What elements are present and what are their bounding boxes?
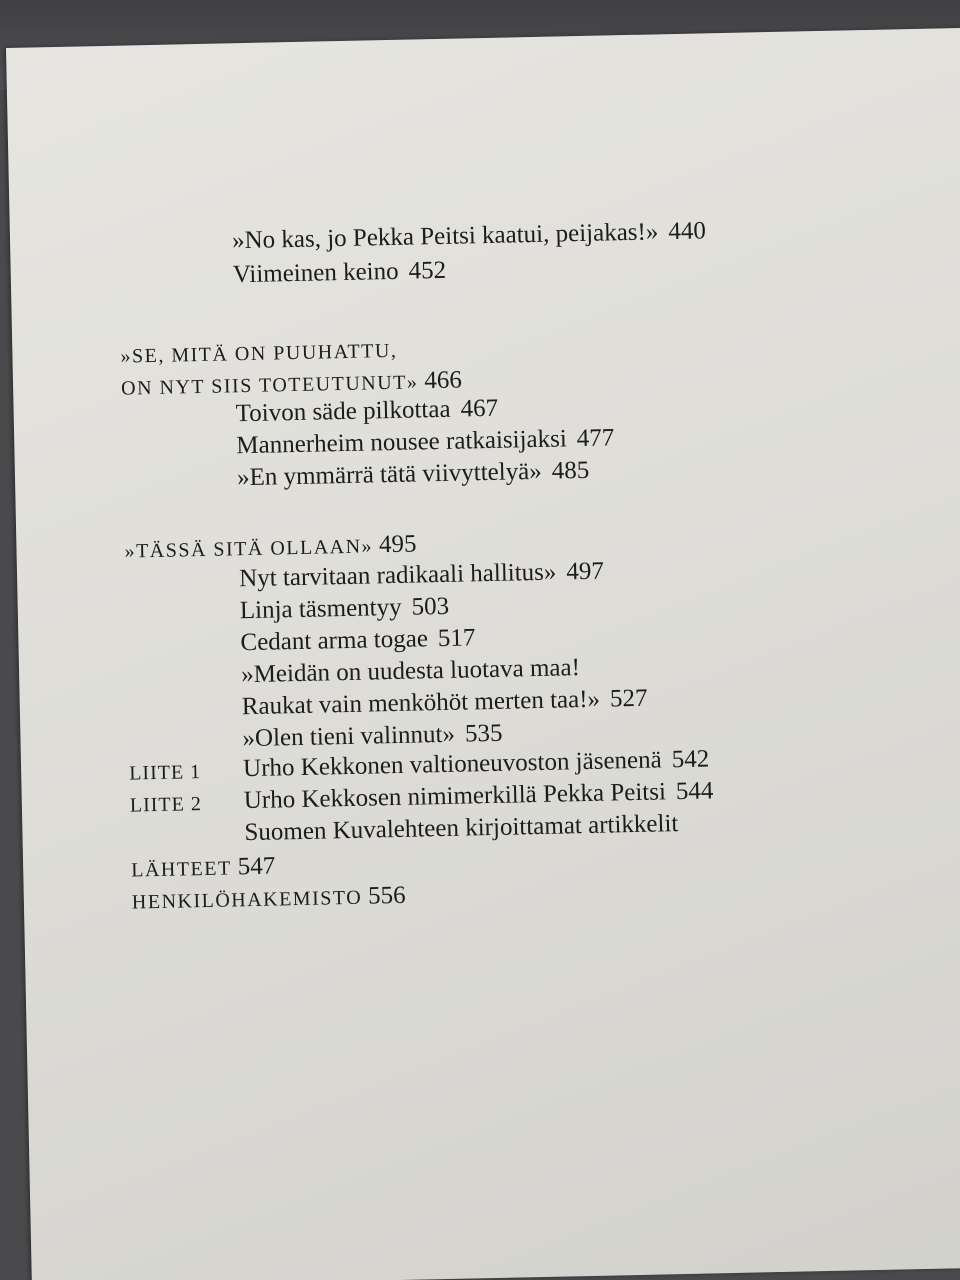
- toc-entry-title: Nyt tarvitaan radikaali hallitus»: [238, 558, 557, 593]
- toc-entry-page: 517: [437, 624, 476, 653]
- toc-section-heading: [132, 881, 406, 918]
- toc-entry-title: »En ymmärrä tätä viivyttelyä»: [236, 457, 543, 492]
- toc-entry-title: »Olen tieni valinnut»: [242, 720, 456, 753]
- toc-entry-page: 503: [411, 592, 450, 621]
- toc-entry-page: 440: [668, 217, 707, 246]
- toc-entry-page: 466: [424, 366, 463, 395]
- toc-entry-page: 556: [367, 881, 406, 910]
- toc-entry: [232, 216, 706, 256]
- toc-entry-page: 547: [237, 852, 276, 881]
- toc-entry: [240, 592, 450, 626]
- toc-entry: [232, 256, 446, 290]
- toc-entry-page: 452: [408, 256, 447, 285]
- toc-entry-line1: [241, 653, 580, 690]
- toc-entry-page: 497: [566, 557, 605, 586]
- toc-section-title-line1: »SE, MITÄ ON PUUHATTU,: [120, 339, 398, 368]
- toc-entry-page: 477: [576, 424, 615, 453]
- appendix-label: LIITE 2: [129, 793, 203, 817]
- table-of-contents: [6, 28, 960, 1280]
- toc-entry-line2: [244, 809, 678, 848]
- toc-entry-page: 485: [551, 456, 590, 485]
- toc-entry-title: Viimeinen keino: [232, 257, 399, 289]
- toc-appendix-label: [129, 757, 202, 789]
- toc-entry-title: Mannerheim nousee ratkaisijaksi: [236, 425, 568, 460]
- toc-section-title: LÄHTEET: [131, 857, 232, 882]
- toc-entry-title-line2: Raukat vain menköhöt merten taa!»: [241, 685, 601, 721]
- toc-entry-title: »No kas, jo Pekka Peitsi kaatui, peijakas!»: [231, 218, 659, 255]
- toc-entry-page: 535: [464, 719, 503, 748]
- toc-entry-title: Urho Kekkosen nimimerkillä Pekka Peitsi: [243, 778, 667, 815]
- appendix-label: LIITE 1: [128, 761, 202, 785]
- toc-entry: [235, 394, 498, 429]
- toc-entry-line2: [242, 684, 648, 722]
- toc-entry-page: 467: [460, 394, 499, 423]
- toc-section-title: HENKILÖHAKEMISTO: [131, 886, 363, 914]
- toc-section-title: »TÄSSÄ SITÄ OLLAAN»: [124, 535, 374, 563]
- toc-entry: [237, 456, 590, 493]
- toc-entry-title-line2: Suomen Kuvalehteen kirjoittamat artikkelit: [244, 810, 679, 847]
- toc-entry-page: 542: [671, 745, 710, 774]
- toc-section-title-line2: ON NYT SIIS TOTEUTUNUT»: [120, 371, 419, 400]
- toc-section-heading: [131, 852, 276, 886]
- toc-entry: [239, 557, 604, 595]
- toc-entry: [240, 623, 475, 658]
- toc-appendix-label: [130, 789, 203, 821]
- toc-entry-title: Urho Kekkonen valtioneuvoston jäsenenä: [242, 746, 662, 783]
- toc-entry-page: 527: [609, 684, 648, 713]
- toc-entry-title-line1: »Meidän on uudesta luotava maa!: [240, 654, 581, 689]
- toc-entry-title: Toivon säde pilkottaa: [235, 395, 451, 428]
- toc-entry-page: 495: [378, 530, 417, 559]
- toc-entry-page: 544: [675, 777, 714, 806]
- toc-entry-title: Cedant arma togae: [240, 625, 429, 657]
- toc-entry-title: Linja täsmentyy: [239, 593, 402, 625]
- book-page: [6, 28, 960, 1280]
- toc-section-heading: [120, 336, 397, 372]
